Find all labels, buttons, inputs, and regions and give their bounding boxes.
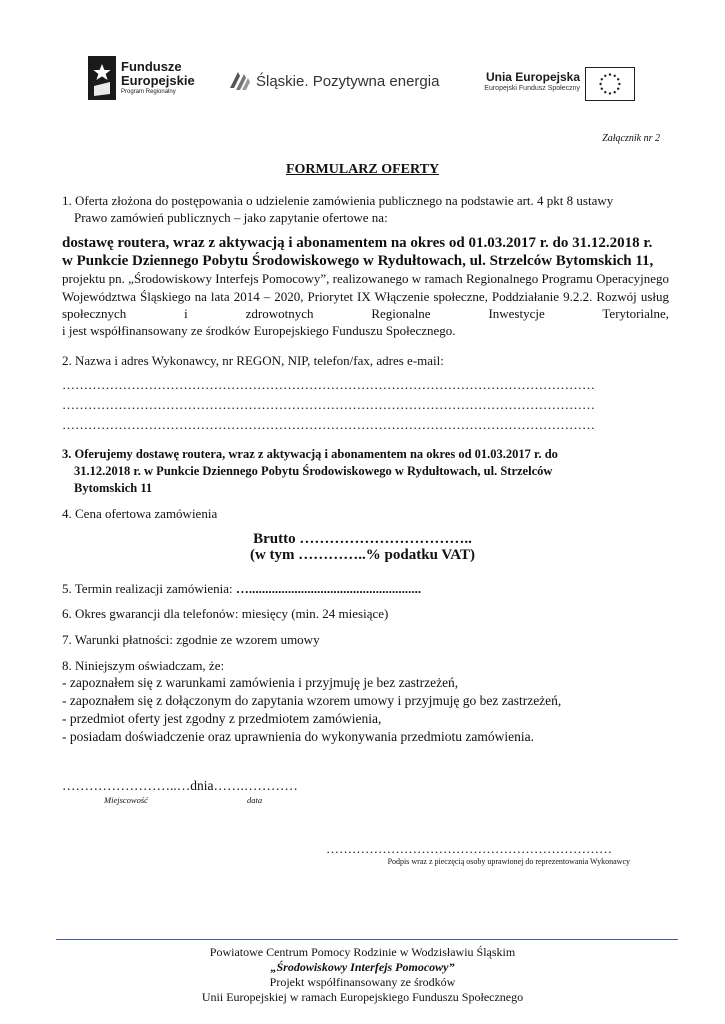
vat-field[interactable]: (w tym …………..% podatku VAT) <box>249 547 476 563</box>
footer-divider <box>56 939 678 940</box>
sec1-subject-line1: dostawę routera, wraz z aktywacją i abonamentem na okres od 01.03.2017 r. do 31.12.2018 r. <box>62 235 653 251</box>
page-title: FORMULARZ OFERTY <box>285 162 440 177</box>
declaration-item: - zapoznałem się z warunkami zamówienia i przyjmuję je bez zastrzeżeń, <box>62 675 459 690</box>
sec4-label: 4. Cena ofertowa zamówienia <box>62 506 218 521</box>
fundusze-europejskie-logo-icon <box>88 56 116 100</box>
ue-logo-line1: Unia Europejska <box>485 70 580 84</box>
gross-price-field[interactable]: Brutto …………………………….. <box>253 531 472 547</box>
sec1-project-paragraph: projektu pn. „Środowiskowy Interfejs Pomocowy”, realizowanego w ramach Regionalnego Programu Operacyjnego Województwa Śląskiego na lata 2014 – 2020, Priorytet IX Włączenie społeczne, Poddziałanie 9.2.2. Rozwój usług społecznych i zdrowotnych Regionalne Inwestycje Terytorialne, <box>62 271 669 321</box>
slaskie-name: Śląskie. <box>256 73 309 90</box>
footer-line4: Unii Europejskiej w ramach Europejskiego Funduszu Społecznego <box>201 990 524 1004</box>
footer-line3: Projekt współfinansowany ze środków <box>269 975 456 989</box>
fe-logo-line3: Program Regionalny <box>121 89 176 95</box>
place-caption: Miejscowość <box>104 795 148 805</box>
contractor-line-3[interactable]: …………………………………………………………………………………………………………… <box>62 417 595 432</box>
sec3-line1: 3. Oferujemy dostawę routera, wraz z aktywacją i abonamentem na okres od 01.03.2017 r. do <box>62 447 558 461</box>
sec7-label: 7. Warunki płatności: zgodnie ze wzorem umowy <box>62 632 320 647</box>
footer-line1: Powiatowe Centrum Pomocy Rodzinie w Wodzisławiu Śląskim <box>209 945 516 959</box>
declaration-item: - przedmiot oferty jest zgodny z przedmiotem zamówienia, <box>62 711 382 726</box>
sec5-row <box>62 581 682 597</box>
signature-caption: Podpis wraz z pieczęcią osoby uprawionej do reprezentowania Wykonawcy <box>387 857 630 866</box>
sec3-line2: 31.12.2018 r. w Punkcie Dziennego Pobytu Środowiskowego w Rydułtowach, ul. Strzelców <box>74 464 553 478</box>
fe-logo-line2: Europejskie <box>121 73 195 88</box>
fe-logo-line1: Fundusze <box>121 59 182 74</box>
ue-logo-text <box>462 70 580 94</box>
date-caption: data <box>247 795 263 805</box>
ue-logo-line2: Europejski Fundusz Społeczny <box>484 85 580 92</box>
contractor-line-2[interactable]: …………………………………………………………………………………………………………… <box>62 397 595 412</box>
sec2-label: 2. Nazwa i adres Wykonawcy, nr REGON, NIP, telefon/fax, adres e-mail: <box>62 353 444 368</box>
sec1-subject-line2: w Punkcie Dziennego Pobytu Środowiskowego w Rydułtowach, ul. Strzelców Bytomskich 11, <box>62 253 654 269</box>
sec5-label: 5. Termin realizacji zamówienia: <box>62 581 233 596</box>
unia-europejska-logo <box>462 66 637 104</box>
sec8-label: 8. Niniejszym oświadczam, że: <box>62 658 225 673</box>
declarations-list <box>62 674 682 746</box>
sec1-line2: Prawo zamówień publicznych – jako zapytanie ofertowe na: <box>74 210 388 225</box>
slaskie-logo <box>226 68 440 98</box>
footer-line2: „Środowiskowy Interfejs Pomocowy” <box>270 960 455 974</box>
place-date-field[interactable]: ……………………..…dnia…….………… <box>62 778 298 793</box>
fundusze-europejskie-logo <box>88 56 203 100</box>
declaration-item: - zapoznałem się z dołączonym do zapytania wzorem umowy i przyjmuję go bez zastrzeżeń, <box>62 693 562 708</box>
fe-logo-text <box>121 60 195 96</box>
completion-date-field[interactable]: …..................................................... <box>235 581 422 596</box>
sec1-line1: 1. Oferta złożona do postępowania o udzielenie zamówienia publicznego na podstawie art. 4 pkt 8 ustawy <box>62 193 614 208</box>
sec1-project-paragraph-last: i jest współfinansowany ze środków Europejskiego Funduszu Społecznego. <box>62 323 456 338</box>
annex-label: Załącznik nr 2 <box>602 133 660 144</box>
signature-field[interactable]: ………………………………………………………… <box>326 841 612 856</box>
sec6-label: 6. Okres gwarancji dla telefonów: miesięcy (min. 24 miesiące) <box>62 606 389 621</box>
slaskie-tagline: Pozytywna energia <box>312 73 440 90</box>
contractor-line-1[interactable]: …………………………………………………………………………………………………………… <box>62 377 595 392</box>
sec3-line3: Bytomskich 11 <box>74 481 153 495</box>
eu-flag-icon <box>585 67 635 101</box>
slaskie-logo-icon <box>226 68 252 94</box>
slaskie-logo-text <box>256 73 439 90</box>
footer <box>0 945 725 1005</box>
declaration-item: - posiadam doświadczenie oraz uprawnienia do wykonywania przedmiotu zamówienia. <box>62 729 534 744</box>
